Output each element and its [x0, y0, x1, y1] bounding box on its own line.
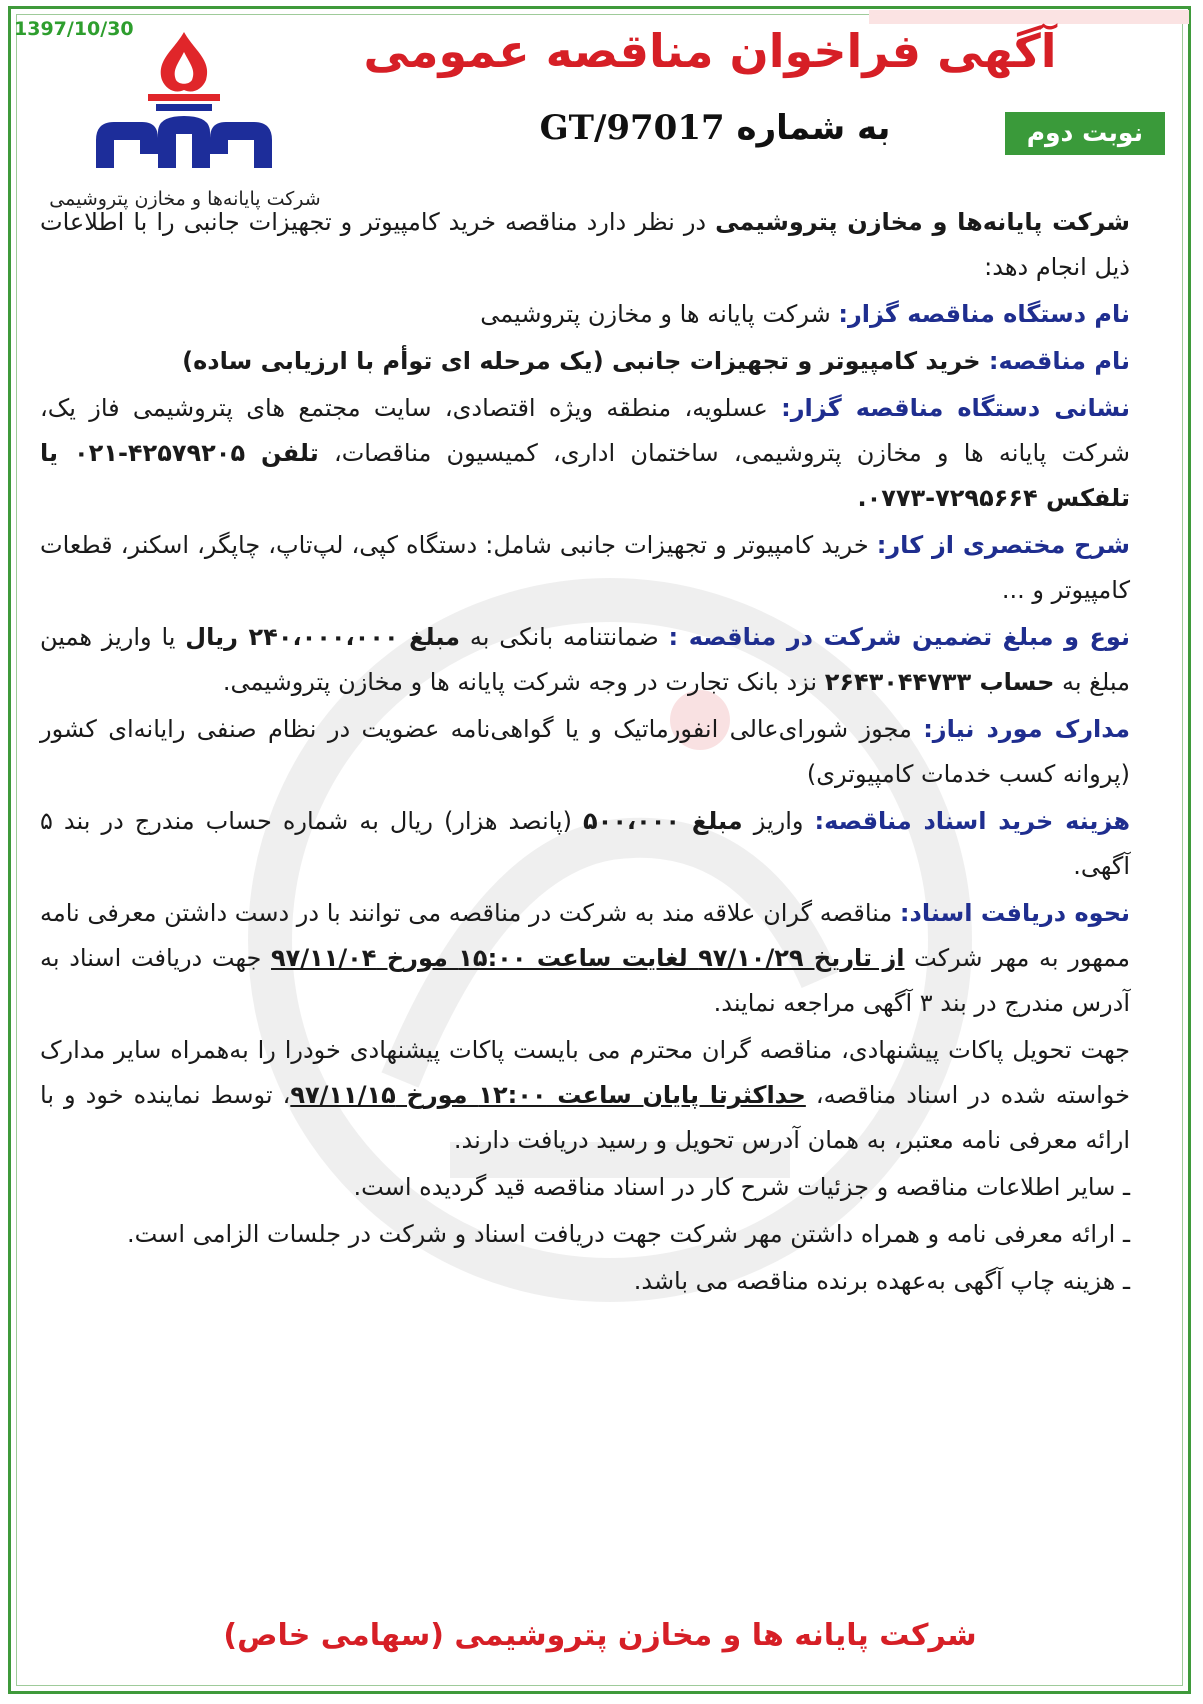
publish-date: 1397/10/30: [14, 18, 134, 40]
delivery-text-1: جهت تحویل پاکات پیشنهادی، مناقصه گران محترم می بایست پاکات پیشنهادی خودرا را به‌همراه سایر مدارک خواسته شده در اسناد مناقصه،: [40, 1036, 1131, 1109]
tender-number-value: GT/97017: [539, 108, 725, 148]
footer-signature: شرکت پایانه ها و مخازن پتروشیمی (سهامی خاص): [223, 1618, 977, 1653]
documents-paragraph: [40, 707, 1130, 797]
cost-amount: مبلغ ۵۰۰،۰۰۰: [583, 807, 743, 835]
receive-text-1: مناقصه گران علاقه مند به شرکت در مناقصه می توانند با در دست داشتن معرفی نامه ممهور به مهر شرکت: [40, 899, 1131, 972]
tender-name-value: خرید کامپیوتر و تجهیزات جانبی (یک مرحله ای توأم با ارزیابی ساده): [182, 347, 989, 375]
description-value: خرید کامپیوتر و تجهیزات جانبی شامل: دستگاه کپی، لپ‌تاپ، چاپگر، اسکنر، قطعات کامپیوتر و ...: [40, 531, 1130, 604]
guarantee-text-3: نزد بانک تجارت در وجه شرکت پایانه ها و مخازن پتروشیمی.: [222, 668, 825, 696]
delivery-paragraph: [40, 1028, 1130, 1163]
address-label: نشانی دستگاه مناقصه گزار:: [781, 394, 1130, 422]
intro-company: شرکت پایانه‌ها و مخازن پتروشیمی: [715, 208, 1130, 236]
corner-tint: [869, 10, 1189, 24]
cost-label: هزینه خرید اسناد مناقصه:: [814, 807, 1131, 835]
tender-number: [520, 108, 910, 148]
documents-label: مدارک مورد نیاز:: [923, 715, 1131, 743]
organizer-label: نام دستگاه مناقصه گزار:: [838, 300, 1130, 328]
logo-caption: شرکت پایانه‌ها و مخازن پتروشیمی: [49, 188, 321, 210]
receive-text-2: جهت دریافت اسناد به آدرس مندرج در بند ۳ آگهی مراجعه نمایند.: [40, 944, 1130, 1017]
cost-text-2: (پانصد هزار) ریال به شماره حساب مندرج در بند ۵ آگهی.: [40, 807, 1130, 880]
guarantee-text-1: ضمانتنامه بانکی به: [460, 623, 669, 651]
organizer-value: شرکت پایانه ها و مخازن پتروشیمی: [480, 300, 839, 328]
address-value: عسلویه، منطقه ویژه اقتصادی، سایت مجتمع های پتروشیمی فاز یک، شرکت پایانه ها و مخازن پتروشیمی، ساختمان اداری، کمیسیون مناقصات،: [40, 394, 1130, 467]
note-1: ـ سایر اطلاعات مناقصه و جزئیات شرح کار در اسناد مناقصه قید گردیده است.: [353, 1173, 1130, 1201]
tender-number-prefix: به شماره: [736, 108, 891, 148]
receive-label: نحوه دریافت اسناد:: [899, 899, 1131, 927]
address-paragraph: [40, 386, 1130, 521]
phone-text: تلفن ۴۲۵۷۹۲۰۵-۰۲۱ یا تلفکس ۷۲۹۵۶۶۴-۰۷۷۳.: [40, 439, 1130, 512]
description-paragraph: [40, 523, 1130, 613]
notice-title: آگهی فراخوان مناقصه عمومی: [363, 24, 1057, 78]
guarantee-paragraph: [40, 615, 1130, 705]
documents-value: مجوز شورای‌عالی انفورماتیک و یا گواهی‌نامه عضویت در نظام صنفی رایانه‌ای کشور (پروانه کسب خدمات کامپیوتری): [40, 715, 1130, 788]
guarantee-text-2: یا واریز همین مبلغ به: [40, 623, 1130, 696]
cost-paragraph: [40, 799, 1130, 889]
receive-dates: از تاریخ ۹۷/۱۰/۲۹ لغایت ساعت ۱۵:۰۰ مورخ ۹۷/۱۱/۰۴: [271, 944, 905, 972]
guarantee-amount: مبلغ ۲۴۰،۰۰۰،۰۰۰ ریال: [185, 623, 460, 651]
guarantee-label: نوع و مبلغ تضمین شرکت در مناقصه :: [668, 623, 1130, 651]
tender-name-paragraph: [40, 339, 1130, 384]
company-logo-icon: [86, 28, 282, 178]
delivery-text-2: ، توسط نماینده خود و با ارائه معرفی نامه معتبر، به همان آدرس تحویل و رسید دریافت دارند.: [40, 1081, 1130, 1154]
note-2: ـ ارائه معرفی نامه و همراه داشتن مهر شرکت جهت دریافت اسناد و شرکت در جلسات الزامی است.: [127, 1220, 1130, 1248]
receive-paragraph: [40, 891, 1130, 1026]
description-label: شرح مختصری از کار:: [876, 531, 1130, 559]
delivery-deadline: حداکثرتا پایان ساعت ۱۲:۰۰ مورخ ۹۷/۱۱/۱۵: [290, 1081, 806, 1109]
account-number: حساب ۲۶۴۳۰۴۴۷۳۳: [824, 668, 1055, 696]
cost-text-1: واریز: [742, 807, 815, 835]
note-3: ـ هزینه چاپ آگهی به‌عهده برنده مناقصه می باشد.: [633, 1267, 1130, 1295]
notice-body: [40, 200, 1130, 1306]
intro-paragraph: [40, 200, 1130, 290]
organizer-paragraph: [40, 292, 1130, 337]
intro-text: در نظر دارد مناقصه خرید کامپیوتر و تجهیزات جانبی را با اطلاعات ذیل انجام دهد:: [40, 208, 1130, 281]
round-badge: نوبت دوم: [1005, 112, 1165, 155]
tender-name-label: نام مناقصه:: [988, 347, 1130, 375]
